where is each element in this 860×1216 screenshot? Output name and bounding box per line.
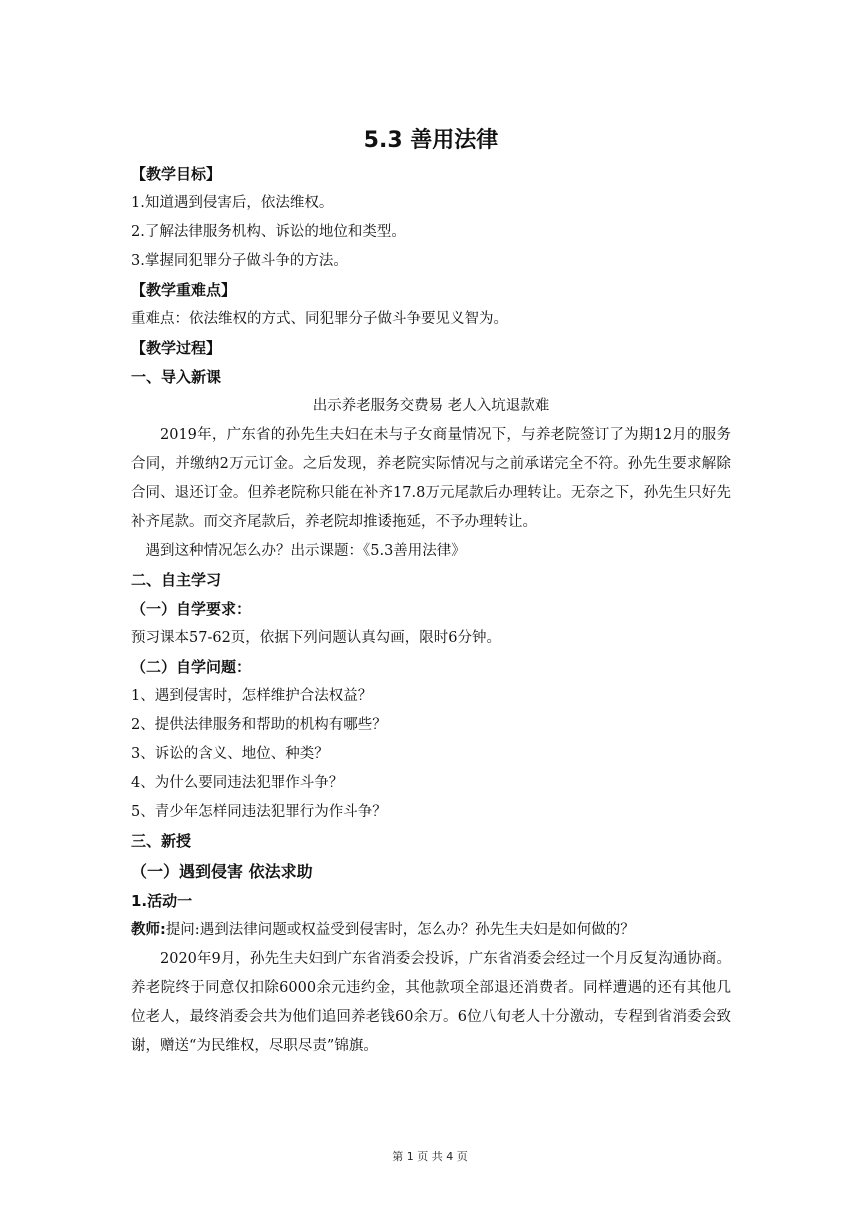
new-lesson-paragraph: 2020年9月，孙先生夫妇到广东省消委会投诉，广东省消委会经过一个月反复沟通协商。养老院终于同意仅扣除6000余元违约金，其他款项全部退还消费者。同样遭遇的还有其他几位老人，最终消委会共为他们追回养老钱60余万。6位八旬老人十分激动，专程到省消委会致谢，赠送“为民维权，尽职尽责”锦旗。 [131,951,731,1054]
activity-heading: 1.活动一 [131,892,193,910]
intro-question: 遇到这种情况怎么办？出示课题：《5.3善用法律》 [145,543,466,559]
self-study-question: 4、为什么要同违法犯罪作斗争？ [131,775,344,791]
document-body [131,122,731,1061]
teacher-text: 提问:遇到法律问题或权益受到侵害时，怎么办？孙先生夫妇是如何做的？ [165,922,635,938]
keypoints-heading: 【教学重难点】 [131,281,237,299]
self-study-req-heading: （一）自学要求： [131,600,252,618]
document-title: 5.3 善用法律 [363,128,499,153]
goal-item: 2.了解法律服务机构、诉讼的地位和类型。 [131,224,406,240]
page-footer: 第 1 页 共 4 页 [392,1150,468,1163]
goals-heading: 【教学目标】 [131,165,222,183]
self-study-heading: 二、自主学习 [131,571,222,589]
process-heading: 【教学过程】 [131,339,222,357]
new-lesson-subheading: （一）遇到侵害 依法求助 [131,862,313,881]
intro-heading: 一、导入新课 [131,368,222,386]
self-study-req-text: 预习课本57-62页，依据下列问题认真勾画，限时6分钟。 [131,630,502,646]
self-study-question: 1、遇到侵害时，怎样维护合法权益？ [131,688,373,704]
self-study-questions-heading: （二）自学问题： [131,658,252,676]
teacher-line [131,916,731,945]
self-study-question: 2、提供法律服务和帮助的机构有哪些？ [131,717,387,733]
goal-item: 1.知道遇到侵害后，依法维权。 [131,195,334,211]
new-lesson-heading: 三、新授 [131,832,192,850]
self-study-question: 5、青少年怎样同违法犯罪行为作斗争？ [131,804,387,820]
goal-item: 3.掌握同犯罪分子做斗争的方法。 [131,253,348,269]
teacher-label: 教师: [131,922,166,938]
intro-paragraph: 2019年，广东省的孙先生夫妇在未与子女商量情况下，与养老院签订了为期12月的服务合同，并缴纳2万元订金。之后发现，养老院实际情况与之前承诺完全不符。孙先生要求解除合同、退还订金。但养老院称只能在补齐17.8万元尾款后办理转让。无奈之下，孙先生只好先补齐尾款。而交齐尾款后，养老院却推诿拖延，不予办理转让。 [131,427,731,530]
self-study-question: 3、诉讼的含义、地位、种类？ [131,746,329,762]
keypoints-text: 重难点：依法维权的方式、同犯罪分子做斗争要见义智为。 [131,311,508,327]
intro-caption: 出示养老服务交费易 老人入坑退款难 [312,398,550,414]
